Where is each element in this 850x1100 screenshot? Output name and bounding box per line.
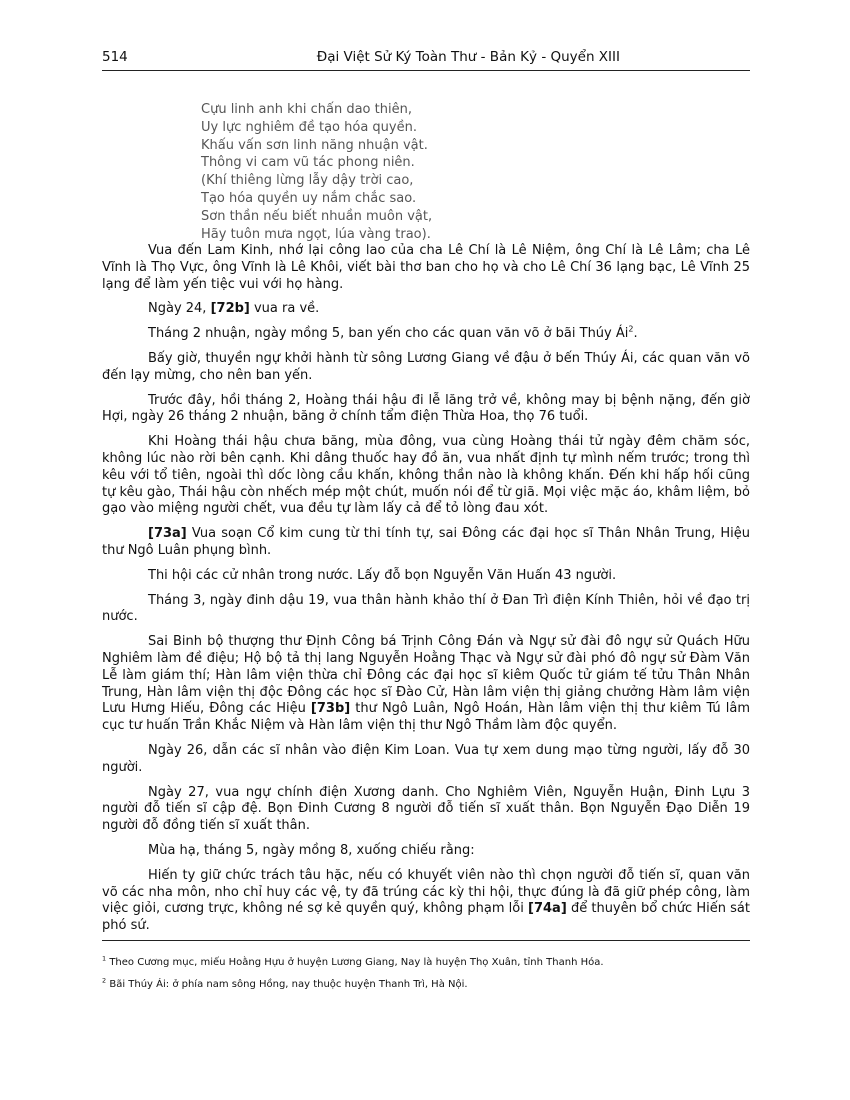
- footnote-number: 1: [102, 954, 107, 963]
- paragraph-text: Tháng 3, ngày đinh dậu 19, vua thân hành khảo thí ở Đan Trì điện Kính Thiên, hỏi về đạo trị nước.: [102, 592, 750, 625]
- paragraph: [102, 593, 750, 627]
- footnote-text: Bãi Thúy Ái: ở phía nam sông Hồng, nay thuộc huyện Thanh Trì, Hà Nội.: [109, 979, 468, 990]
- paragraph: [102, 634, 750, 735]
- header-divider: [102, 70, 750, 71]
- paragraph: [102, 326, 750, 343]
- paragraph-text: Vua soạn Cổ kim cung từ thi tính tự, sai Đông các đại học sĩ Thân Nhân Trung, Hiệu thư Ngô Luân phụng bình.: [102, 526, 750, 558]
- paragraph-text: Thi hội các cử nhân trong nước. Lấy đỗ bọn Nguyễn Văn Huấn 43 người.: [148, 567, 617, 583]
- paragraph: [102, 243, 750, 293]
- paragraph-text: Tháng 2 nhuận, ngày mồng 5, ban yến cho các quan văn võ ở bãi Thúy Ái: [148, 326, 629, 342]
- paragraph-text: Sai Binh bộ thượng thư Định Công bá Trịnh Công Đán và Ngự sử đài đô ngự sử Quách Hữu Nghiêm làm đề điệu; Hộ bộ tả thị lang Nguyễn Hoằng Thạc và Ngự sử đài phó đô ngự sử Đàm Văn Lễ làm giám thí; Hàn lâm viện thừa chỉ Đông các đại học sĩ kiêm Quốc tử giám tế tửu Thân Nhân Trung, Hàn lâm viện thị độc Đông các học sĩ Đào Cử, Hàn lâm viện thị giảng chưởng Hàm lâm viện Lưu Hưng Hiếu, Đông các Hiệu: [102, 634, 750, 717]
- paragraph: [102, 868, 750, 935]
- paragraph: [102, 434, 750, 518]
- paragraph: [102, 843, 750, 860]
- paragraph: [102, 785, 750, 835]
- poem-line: Tạo hóa quyền uy nắm chắc sao.: [201, 190, 417, 206]
- paragraph-text: để thuyên bổ chức Hiến sát phó sứ.: [102, 901, 750, 934]
- paragraph-text: Ngày 27, vua ngự chính điện Xương danh. Cho Nghiêm Viên, Nguyễn Huận, Đinh Lựu 3 người đỗ tiến sĩ cập đệ. Bọn Đinh Cương 8 người đỗ tiến sĩ xuất thân. Bọn Nguyễn Đạo Diễn 19 người đỗ đồng tiến sĩ xuất thân.: [102, 784, 750, 834]
- folio-reference: [72b]: [210, 301, 250, 317]
- paragraph: [102, 301, 750, 318]
- page-header: [102, 49, 750, 69]
- paragraph-text: Bấy giờ, thuyền ngự khởi hành từ sông Lương Giang về đậu ở bến Thúy Ái, các quan văn võ đến lạy mừng, cho nên ban yến.: [102, 350, 750, 383]
- paragraph-text: Khi Hoàng thái hậu chưa băng, mùa đông, vua cùng Hoàng thái tử ngày đêm chăm sóc, không lúc nào rời bên cạnh. Khi dâng thuốc hay đồ ăn, vua nhất định tự mình nếm trước; trong thì kêu với tổ tiên, ngoài thì dốc lòng cầu khấn, không thần nào là không khấn. Đến khi hấp hối cũng tự kêu gào, Thái hậu còn nhếch mép một chút, muốn nói để từ giã. Mọi việc mặc áo, khâm liệm, bỏ gạo vào miệng người chết, vua đều tự làm lấy cả để tỏ lòng đau xót.: [102, 434, 750, 517]
- poem-line: Khấu vấn sơn linh năng nhuận vật.: [201, 137, 428, 153]
- footnote-marker[interactable]: 2: [628, 324, 634, 334]
- footnote: [102, 956, 750, 969]
- page-number: 514: [102, 49, 128, 65]
- footnote-text: Theo Cương mục, miếu Hoằng Hựu ở huyện Lương Giang, Nay là huyện Thọ Xuân, tỉnh Thanh Hóa.: [109, 957, 604, 968]
- paragraph-text: Hiến ty giữ chức trách tâu hặc, nếu có khuyết viên nào thì chọn người đỗ tiến sĩ, quan văn võ các nha môn, nho chỉ huy các vệ, ty đã trúng các kỳ thi hội, thực đúng là đã giữ phép công, làm việc giỏi, cương trực, không né sợ kẻ quyền quý, không phạm lỗi: [102, 867, 750, 917]
- paragraph-text: .: [633, 326, 638, 342]
- paragraph-text: vua ra về.: [249, 301, 320, 317]
- paragraph: [102, 526, 750, 560]
- poem-line: Hãy tuôn mưa ngọt, lúa vàng trao).: [201, 226, 431, 242]
- paragraph-text: Vua đến Lam Kinh, nhớ lại công lao của cha Lê Chí là Lê Niệm, ông Chí là Lê Lâm; cha Lê Vĩnh là Thọ Vực, ông Vĩnh là Lê Khôi, viết bài thơ ban cho họ và cho Lê Chí 36 lạng bạc, Lê Vĩnh 25 lạng để làm yến tiệc vui với họ hàng.: [102, 243, 750, 292]
- paragraph: [102, 743, 750, 777]
- folio-reference: [73b]: [310, 701, 351, 717]
- poem-line: Thông vi cam vũ tác phong niên.: [201, 155, 415, 171]
- paragraph-text: Mùa hạ, tháng 5, ngày mồng 8, xuống chiếu rằng:: [148, 842, 475, 858]
- footnote-number: 2: [102, 976, 107, 985]
- folio-reference: [74a]: [528, 901, 567, 917]
- body-text: [102, 243, 750, 943]
- paragraph: [102, 351, 750, 385]
- poem-block: [201, 101, 432, 243]
- poem-line: (Khí thiêng lừng lẫy dậy trời cao,: [201, 173, 414, 189]
- paragraph-text: thư Ngô Luân, Ngô Hoán, Hàn lâm viện thị thư kiêm Tú lâm cục tư huấn Trần Khắc Niệm và Hàn lâm viện thị thư Ngô Thầm làm độc quyển.: [102, 701, 750, 734]
- folio-reference: [73a]: [148, 526, 187, 542]
- paragraph-text: Ngày 24,: [148, 301, 211, 317]
- poem-line: Uy lực nghiêm đề tạo hóa quyền.: [201, 119, 417, 135]
- paragraph-text: Trước đây, hồi tháng 2, Hoàng thái hậu đi lễ lăng trở về, không may bị bệnh nặng, đến giờ Hợi, ngày 26 tháng 2 nhuận, băng ở chính tẩm điện Thừa Hoa, thọ 76 tuổi.: [102, 392, 750, 425]
- footnote: [102, 978, 750, 991]
- poem-line: Cựu linh anh khi chấn dao thiên,: [201, 102, 412, 117]
- footnote-divider: [102, 940, 750, 941]
- poem-line: Sơn thần nếu biết nhuần muôn vật,: [201, 208, 433, 224]
- paragraph: [102, 393, 750, 427]
- footnotes: [102, 956, 750, 1000]
- paragraph: [102, 568, 750, 585]
- running-title: Đại Việt Sử Ký Toàn Thư - Bản Kỷ - Quyển XIII: [316, 49, 620, 65]
- paragraph-text: Ngày 26, dẫn các sĩ nhân vào điện Kim Loan. Vua tự xem dung mạo từng người, lấy đỗ 30 người.: [102, 742, 750, 775]
